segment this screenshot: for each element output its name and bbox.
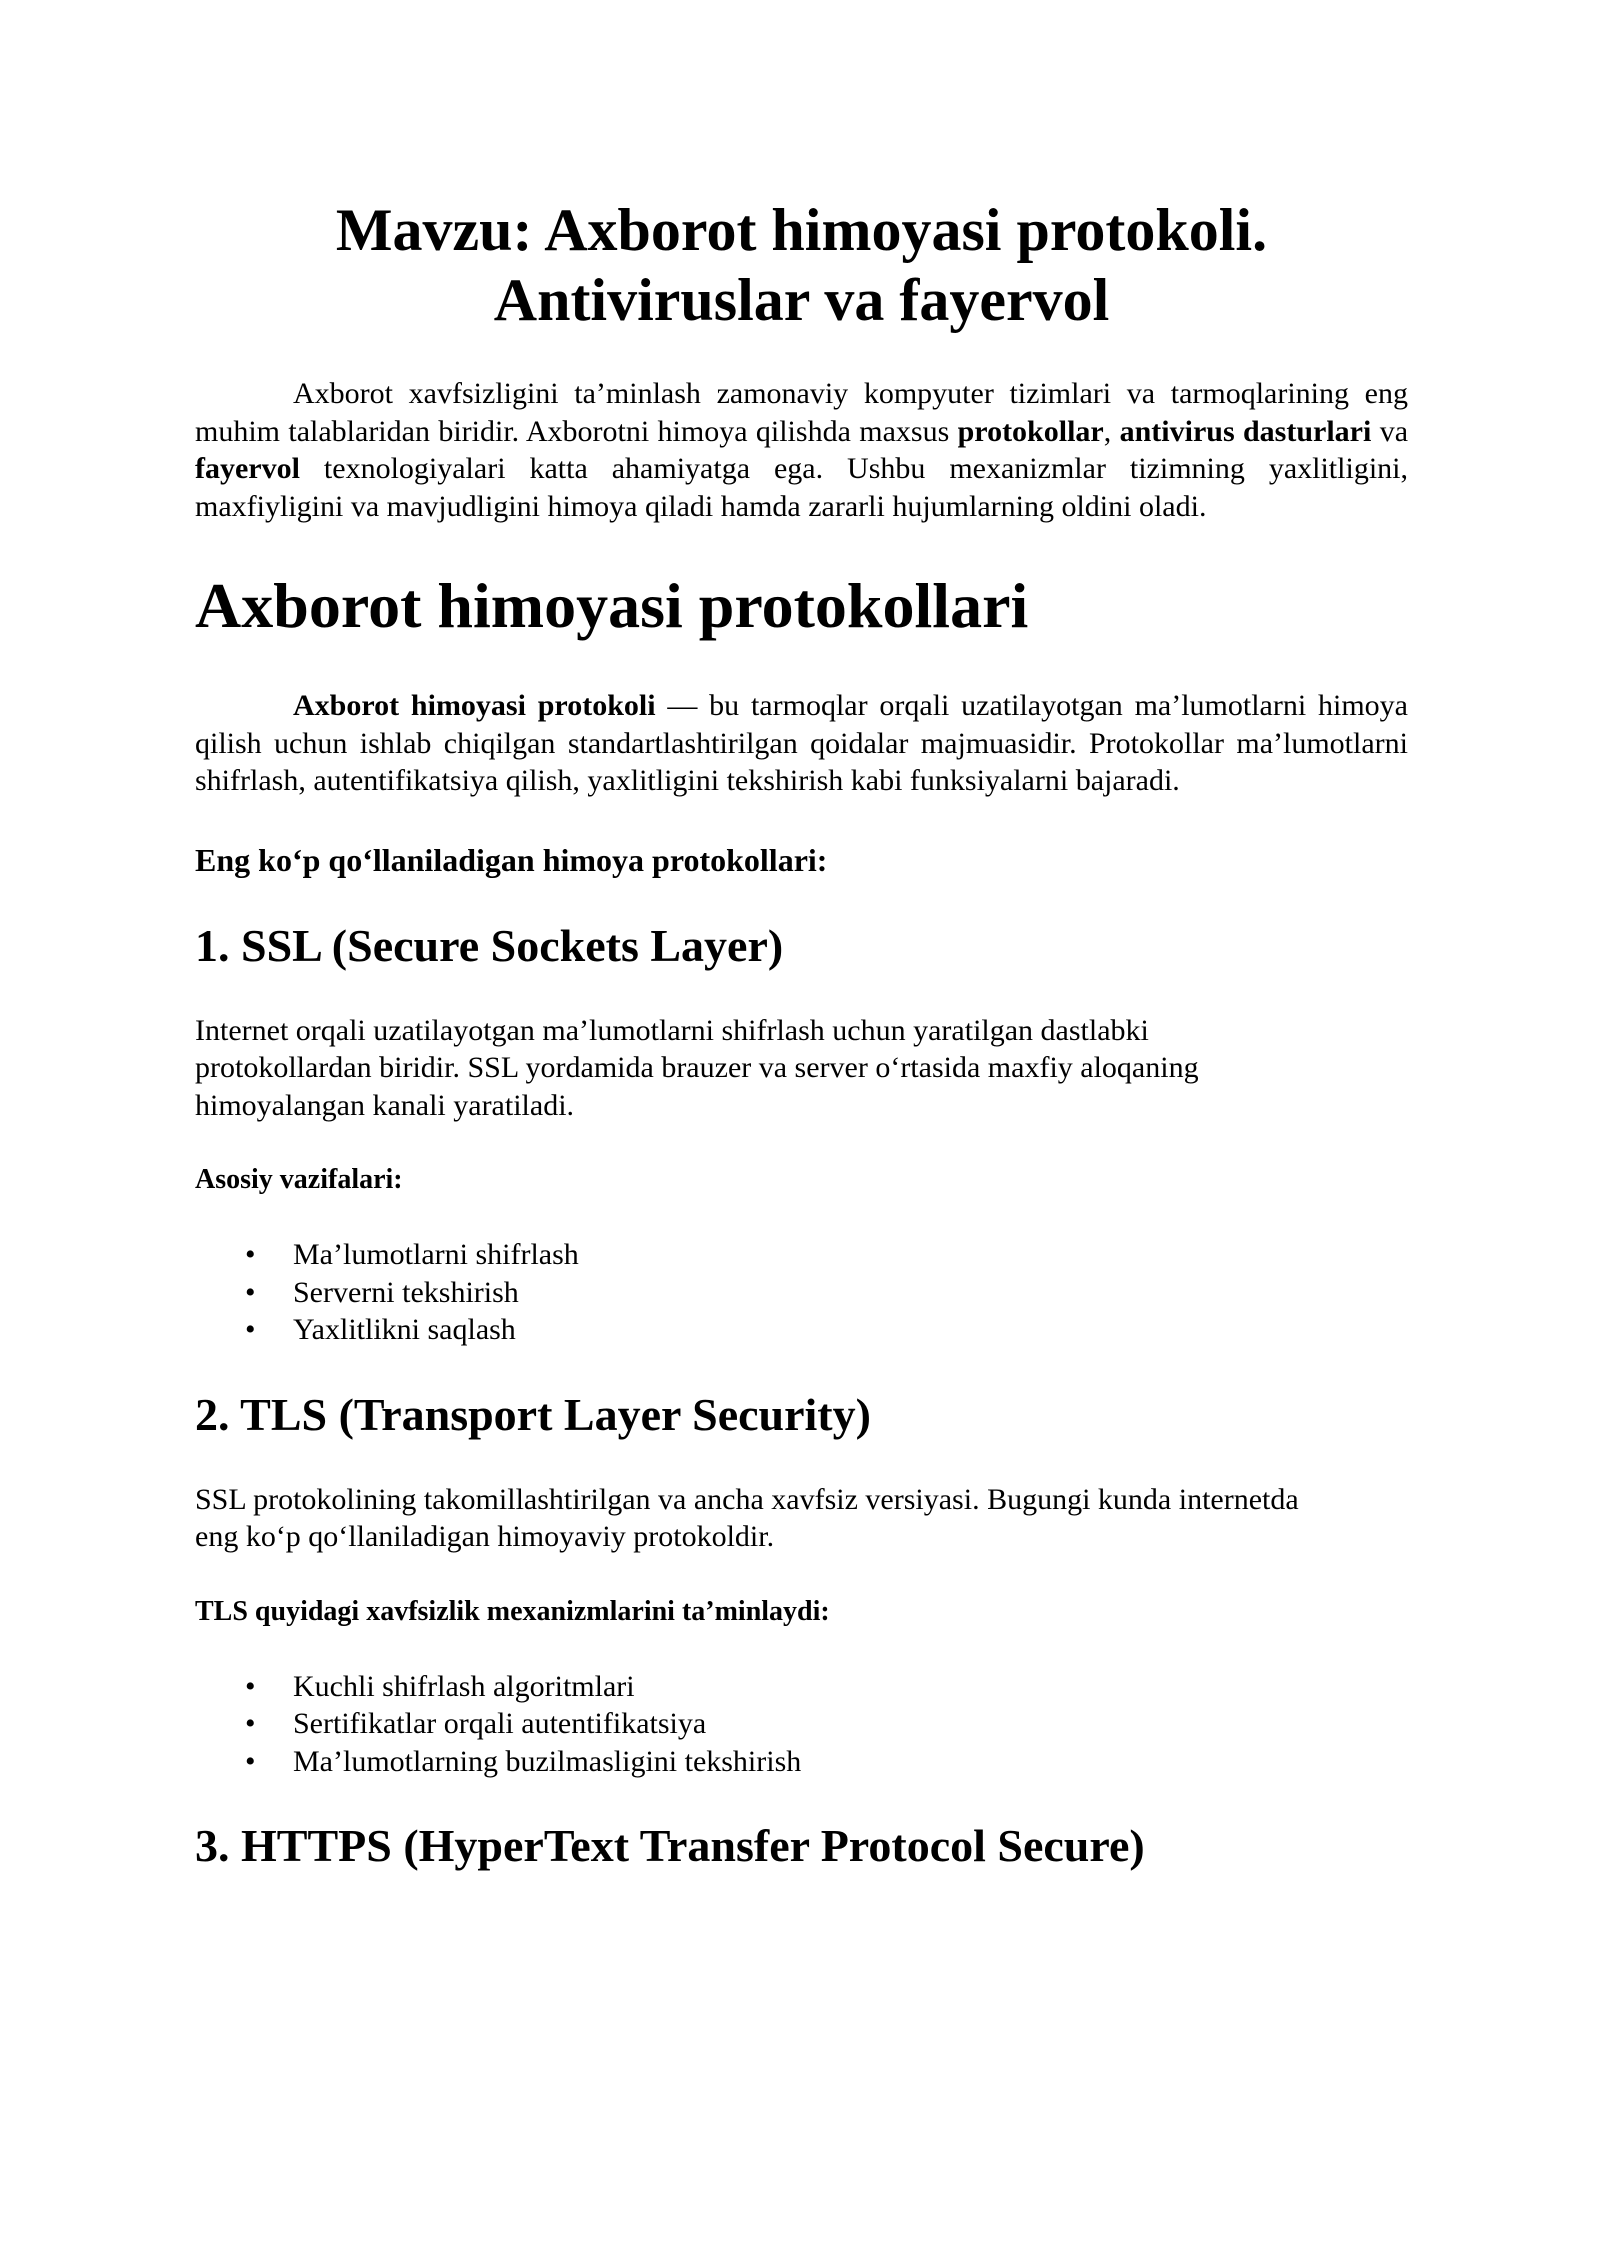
tls-functions-heading: TLS quyidagi xavfsizlik mexanizmlarini ta’minlaydi:	[195, 1595, 830, 1627]
bullet-icon: •	[245, 1669, 256, 1703]
intro-bold-protocols: protokollar	[957, 414, 1104, 448]
bullet-icon: •	[245, 1238, 256, 1271]
tls-heading: 2. TLS (Transport Layer Security)	[195, 1388, 871, 1440]
list-item-text: Serverni tekshirish	[293, 1275, 519, 1309]
list-item	[195, 1236, 1408, 1274]
bullet-icon: •	[245, 1707, 256, 1740]
intro-text-1: Axborot xavfsizligini ta’minlash zamonaviy kompyuter tizimlari va tarmoqlarining eng muhim talablaridan biridir. Axborotni himoya qilishda maxsus	[195, 377, 1408, 448]
bullet-icon: •	[245, 1275, 256, 1309]
ssl-description	[195, 1012, 1408, 1125]
intro-text-4: texnologiyalari katta ahamiyatga ega. Ushbu mexanizmlar tizimning yaxlitligini, maxfiyligini va mavjudligini himoya qiladi hamda zararli hujumlarning oldini oladi.	[195, 452, 1408, 523]
ssl-heading: 1. SSL (Secure Sockets Layer)	[195, 919, 784, 971]
list-item-text: Kuchli shifrlash algoritmlari	[293, 1669, 635, 1703]
https-heading: 3. HTTPS (HyperText Transfer Protocol Secure)	[195, 1820, 1145, 1871]
list-item-text: Yaxlitlikni saqlash	[293, 1313, 516, 1346]
definition-term: Axborot himoyasi protokoli	[293, 689, 656, 722]
definition-paragraph	[195, 687, 1408, 800]
ssl-functions-heading: Asosiy vazifalari:	[195, 1164, 403, 1195]
list-item-text: Sertifikatlar orqali autentifikatsiya	[293, 1707, 707, 1740]
intro-bold-firewall: fayervol	[195, 452, 300, 485]
document-title	[195, 195, 1408, 335]
intro-bold-antivirus: antivirus dasturlari	[1119, 414, 1372, 448]
bullet-icon: •	[245, 1313, 256, 1346]
list-item	[195, 1743, 1408, 1781]
list-item-text: Ma’lumotlarni shifrlash	[293, 1238, 579, 1271]
list-item	[195, 1668, 1408, 1706]
list-item	[195, 1705, 1408, 1743]
tls-functions-list	[195, 1668, 1408, 1781]
definition-text: — bu tarmoqlar orqali uzatilayotgan ma’lumotlarni himoya qilish uchun ishlab chiqilgan standartlashtirilgan qoidalar majmuasidir. Protokollar ma’lumotlarni shifrlash, autentifikatsiya qilish, yaxlitligini tekshirish kabi funksiyalarni bajaradi.	[195, 689, 1408, 797]
document-title-line-2: Antiviruslar va fayervol	[493, 267, 1110, 333]
ssl-description-line-1: Internet orqali uzatilayotgan ma’lumotlarni shifrlash uchun yaratilgan dastlabki	[195, 1013, 1149, 1047]
list-item-text: Ma’lumotlarning buzilmasligini tekshirish	[293, 1744, 802, 1778]
protocols-list-heading: Eng koʻp qoʻllaniladigan himoya protokollari:	[195, 841, 828, 878]
document-page	[195, 195, 1408, 1874]
ssl-functions-list	[195, 1236, 1408, 1349]
list-item	[195, 1311, 1408, 1349]
section-heading: Axborot himoyasi protokollari	[195, 570, 1029, 641]
intro-text-2: ,	[1103, 414, 1120, 448]
tls-description	[195, 1481, 1408, 1556]
intro-text-3: va	[1371, 414, 1409, 448]
bullet-icon: •	[245, 1744, 256, 1778]
tls-description-line-1: SSL protokolining takomillashtirilgan va ancha xavfsiz versiyasi. Bugungi kunda internetda	[195, 1482, 1299, 1516]
intro-paragraph	[195, 375, 1408, 525]
document-title-line-1: Mavzu: Axborot himoyasi protokoli.	[335, 197, 1268, 263]
ssl-description-line-2: protokollardan biridir. SSL yordamida brauzer va server oʻrtasida maxfiy aloqaning	[195, 1051, 1199, 1084]
tls-description-line-2: eng koʻp qoʻllaniladigan himoyaviy protokoldir.	[195, 1520, 775, 1553]
ssl-description-line-3: himoyalangan kanali yaratiladi.	[195, 1088, 575, 1122]
list-item	[195, 1274, 1408, 1312]
